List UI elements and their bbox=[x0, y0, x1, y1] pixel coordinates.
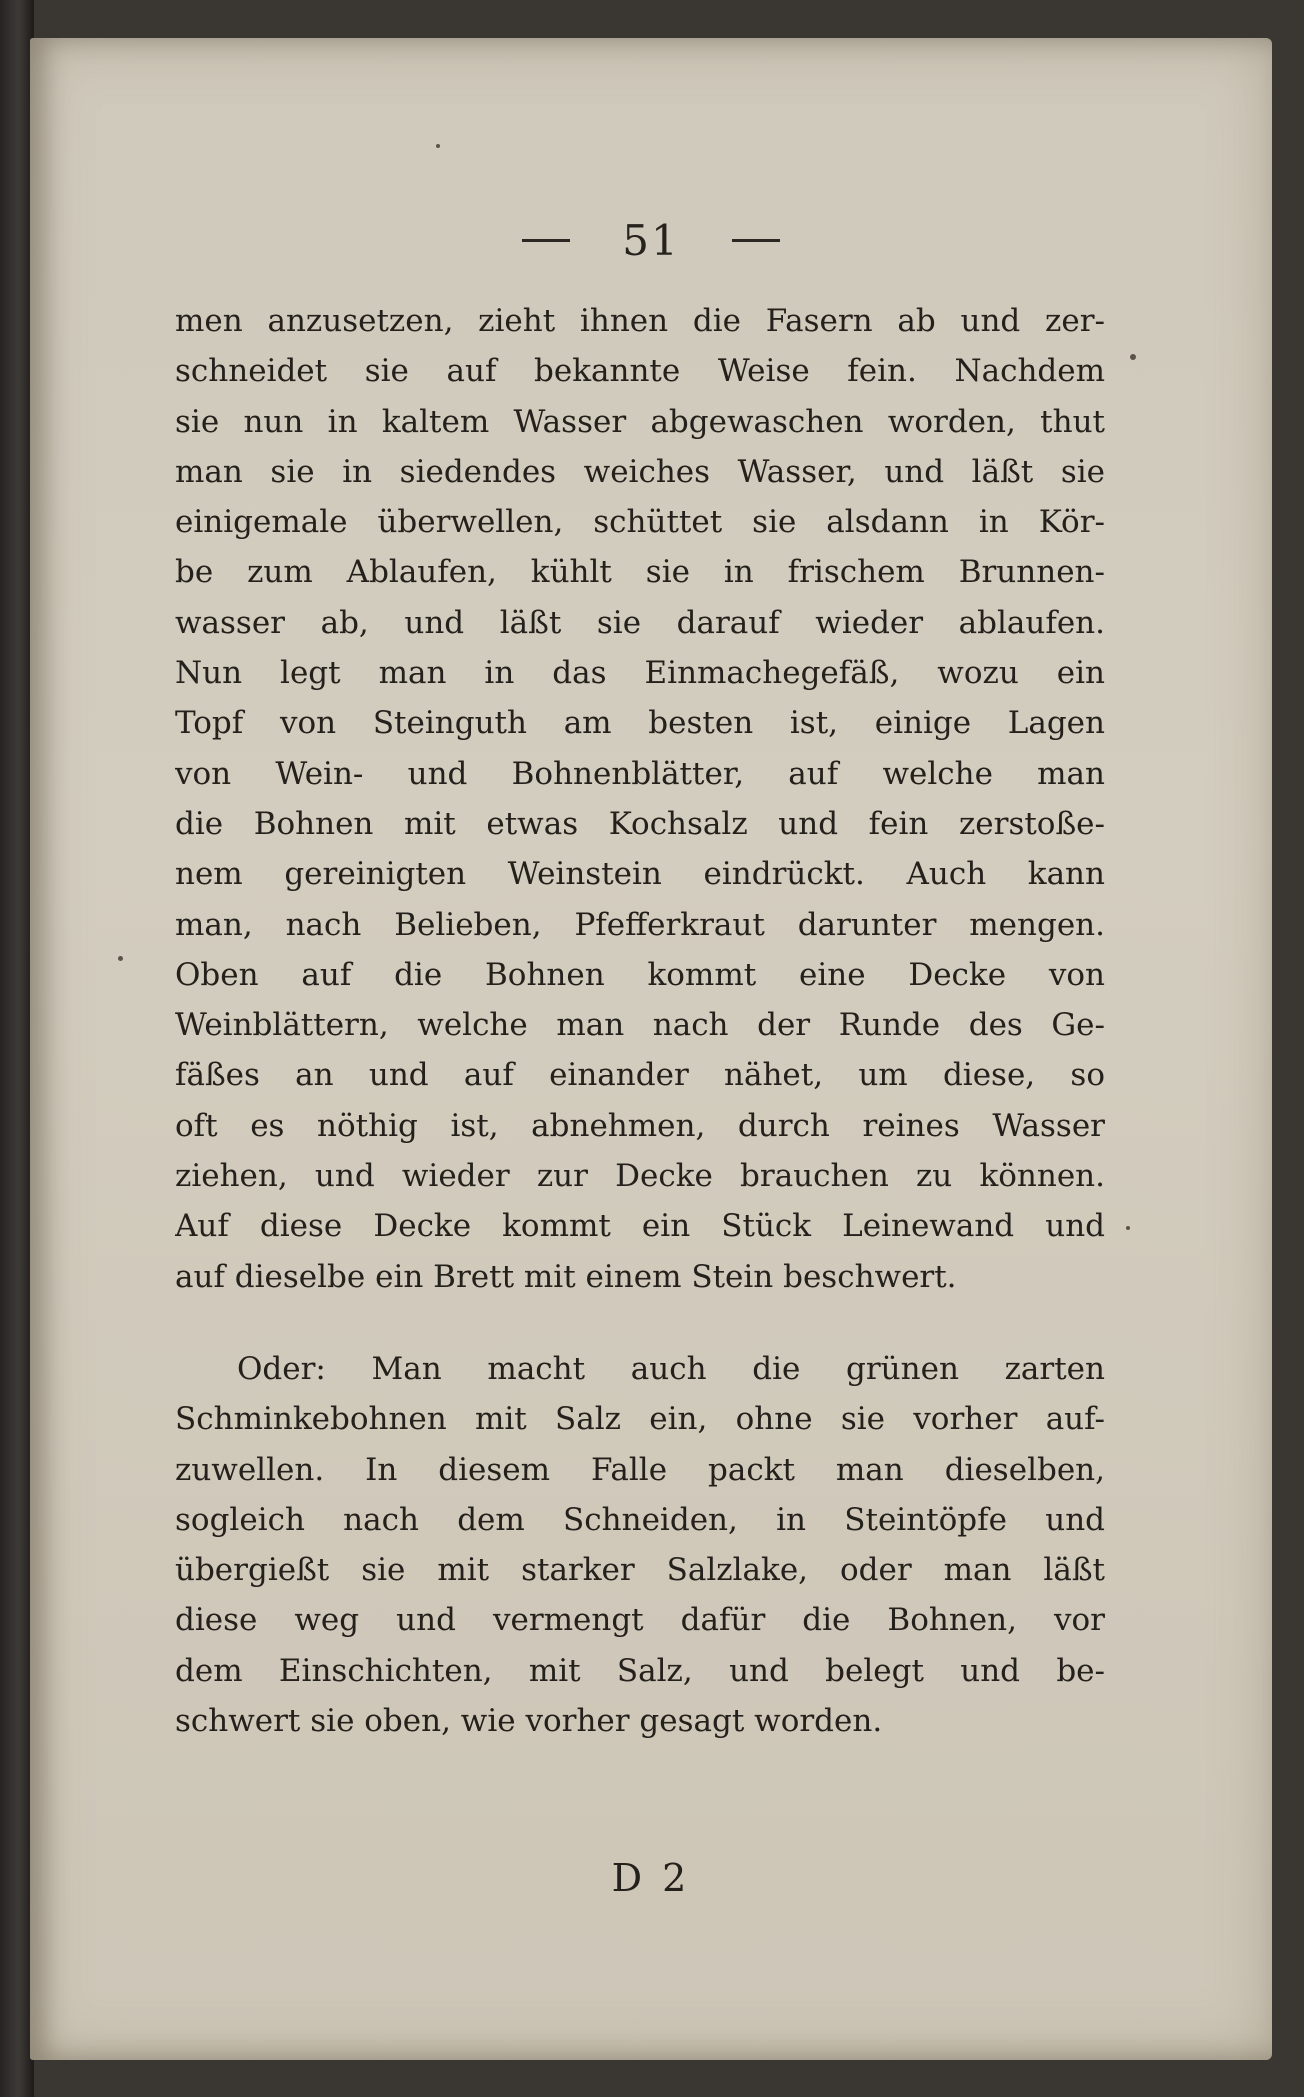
page-number: 51 bbox=[622, 216, 680, 265]
page-body-text bbox=[175, 296, 1105, 1746]
page-header bbox=[30, 216, 1272, 265]
text-line: ziehen, und wieder zur Decke brauchen zu können. bbox=[175, 1158, 1105, 1195]
header-dash-right bbox=[732, 239, 780, 242]
paragraph-2 bbox=[175, 1344, 1105, 1746]
text-line: man, nach Belieben, Pfefferkraut darunter mengen. bbox=[175, 906, 1105, 943]
paragraph-1 bbox=[175, 296, 1105, 1302]
text-line: Oder: Man macht auch die grünen zarten bbox=[237, 1350, 1105, 1387]
text-line: fäßes an und auf einander nähet, um diese, so bbox=[175, 1057, 1105, 1094]
text-line: Oben auf die Bohnen kommt eine Decke von bbox=[175, 956, 1105, 993]
paper-speck bbox=[1130, 354, 1136, 360]
text-line: schneidet sie auf bekannte Weise fein. Nachdem bbox=[175, 353, 1105, 390]
text-line: nem gereinigten Weinstein eindrückt. Auch kann bbox=[175, 856, 1105, 893]
text-line: dem Einschichten, mit Salz, und belegt und be- bbox=[175, 1652, 1105, 1689]
text-line: Weinblättern, welche man nach der Runde des Ge- bbox=[175, 1007, 1105, 1044]
paper-speck bbox=[118, 956, 123, 961]
text-line: zuwellen. In diesem Falle packt man dieselben, bbox=[175, 1451, 1105, 1488]
book-page bbox=[30, 38, 1272, 2060]
text-line: Nun legt man in das Einmachegefäß, wozu ein bbox=[175, 655, 1105, 692]
text-line: men anzusetzen, zieht ihnen die Fasern ab und zer- bbox=[175, 303, 1105, 339]
text-line: auf dieselbe ein Brett mit einem Stein beschwert. bbox=[175, 1258, 957, 1295]
book-binding-edge bbox=[0, 0, 34, 2097]
paper-speck bbox=[1126, 1226, 1130, 1230]
text-line: sie nun in kaltem Wasser abgewaschen worden, thut bbox=[175, 403, 1105, 440]
paper-speck bbox=[436, 144, 440, 148]
text-line: sogleich nach dem Schneiden, in Steintöpfe und bbox=[175, 1501, 1105, 1538]
header-dash-left bbox=[522, 239, 570, 242]
paragraph-gap bbox=[175, 1302, 1105, 1344]
text-line: Schminkebohnen mit Salz ein, ohne sie vorher auf- bbox=[175, 1401, 1105, 1438]
text-line: Topf von Steinguth am besten ist, einige Lagen bbox=[175, 705, 1105, 742]
text-line: diese weg und vermengt dafür die Bohnen, vor bbox=[175, 1602, 1105, 1639]
text-line: schwert sie oben, wie vorher gesagt worden. bbox=[175, 1703, 883, 1740]
text-line: man sie in siedendes weiches Wasser, und läßt sie bbox=[175, 453, 1105, 490]
text-line: einigemale überwellen, schüttet sie alsdann in Kör- bbox=[175, 504, 1105, 541]
text-line: übergießt sie mit starker Salzlake, oder man läßt bbox=[175, 1552, 1105, 1589]
text-line: von Wein- und Bohnenblätter, auf welche man bbox=[175, 755, 1105, 792]
text-line: oft es nöthig ist, abnehmen, durch reines Wasser bbox=[175, 1107, 1105, 1144]
text-line: wasser ab, und läßt sie darauf wieder ablaufen. bbox=[175, 604, 1105, 641]
text-line: Auf diese Decke kommt ein Stück Leinewand und bbox=[175, 1208, 1105, 1245]
text-line: die Bohnen mit etwas Kochsalz und fein zerstoße- bbox=[175, 805, 1105, 842]
sheet-signature: D 2 bbox=[611, 1856, 691, 1900]
text-line: be zum Ablaufen, kühlt sie in frischem Brunnen- bbox=[175, 554, 1105, 591]
